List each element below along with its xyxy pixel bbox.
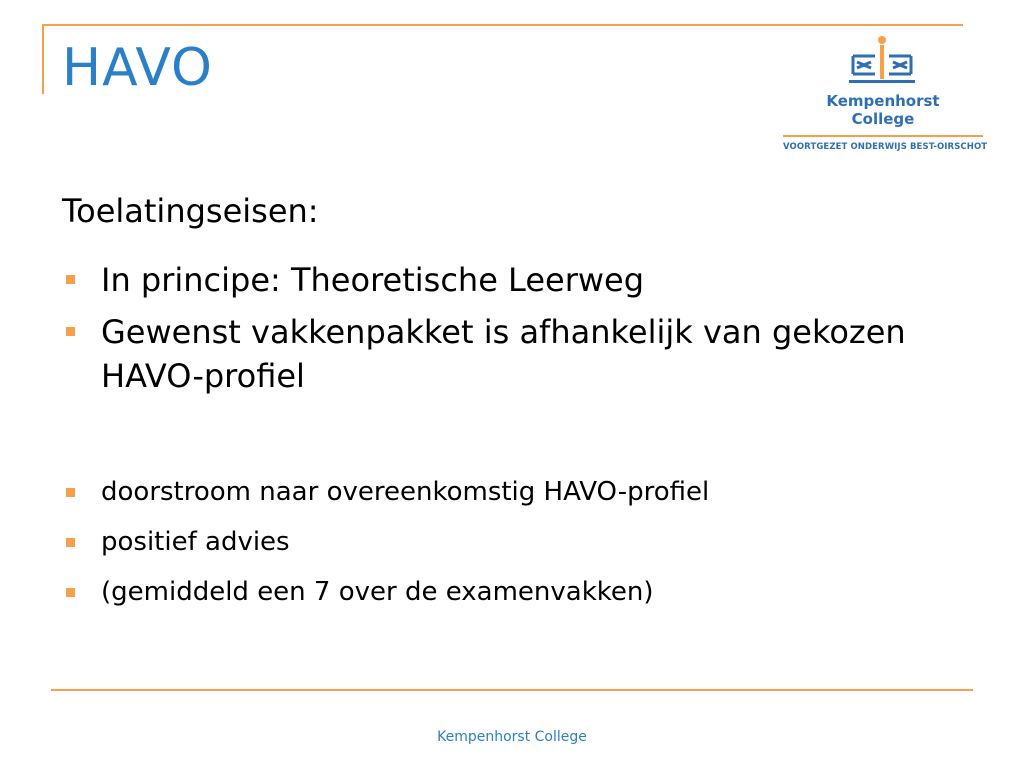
footer-text: Kempenhorst College bbox=[437, 729, 587, 745]
list-item-text: positief advies bbox=[101, 527, 290, 557]
slide-subtitle: Toelatingseisen: bbox=[62, 192, 319, 230]
footer-divider bbox=[51, 689, 973, 691]
logo-name bbox=[783, 92, 983, 128]
list-item bbox=[66, 258, 946, 302]
square-bullet-icon bbox=[66, 538, 75, 547]
list-item-text: In principe: Theoretische Leerweg bbox=[101, 261, 645, 299]
square-bullet-icon bbox=[66, 488, 75, 497]
logo-name-line2: College bbox=[851, 110, 915, 128]
list-item bbox=[66, 310, 946, 398]
sub-points-list bbox=[66, 474, 946, 624]
square-bullet-icon bbox=[66, 588, 75, 597]
square-bullet-icon bbox=[66, 275, 75, 284]
list-item-text: (gemiddeld een 7 over de examenvakken) bbox=[101, 577, 654, 607]
list-item bbox=[66, 574, 946, 610]
logo-name-line1: Kempenhorst bbox=[826, 92, 940, 110]
top-frame-line bbox=[42, 24, 963, 26]
slide-title: HAVO bbox=[62, 38, 213, 98]
logo-tagline: VOORTGEZET ONDERWIJS BEST-OIRSCHOT bbox=[783, 142, 988, 152]
logo-emblem-icon bbox=[783, 34, 983, 90]
logo-divider bbox=[783, 135, 983, 137]
list-item-text: doorstroom naar overeenkomstig HAVO-profiel bbox=[101, 477, 710, 507]
list-item-text: Gewenst vakkenpakket is afhankelijk van gekozen HAVO-profiel bbox=[101, 313, 906, 395]
square-bullet-icon bbox=[66, 327, 75, 336]
school-logo bbox=[783, 34, 988, 158]
list-item bbox=[66, 474, 946, 510]
list-item bbox=[66, 524, 946, 560]
left-frame-line bbox=[42, 24, 44, 94]
main-points-list bbox=[66, 258, 946, 406]
